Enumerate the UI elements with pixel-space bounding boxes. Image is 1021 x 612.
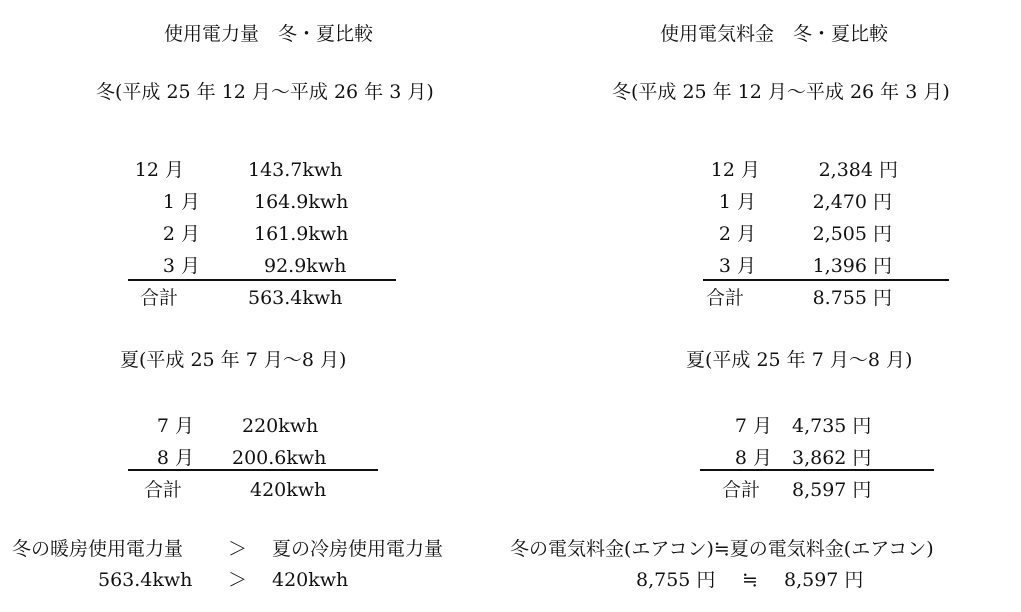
left-winter-month-1: 1 月 bbox=[162, 191, 200, 213]
left-winter-value-2: 161.9kwh bbox=[254, 223, 349, 245]
summary-left-line2-op: ＞ bbox=[228, 569, 248, 591]
summary-right-line2-a: 8,755 円 bbox=[636, 569, 716, 591]
right-summer-month-7: 7 月 bbox=[734, 415, 772, 437]
left-summer-sum-line bbox=[128, 469, 378, 471]
left-title: 使用電力量 冬・夏比較 bbox=[164, 23, 374, 45]
right-summer-total-label: 合計 bbox=[722, 479, 761, 501]
right-summer-value-7: 4,735 円 bbox=[792, 415, 872, 437]
right-winter-heading: 冬(平成 25 年 12 月～平成 26 年 3 月) bbox=[612, 81, 950, 103]
left-summer-month-7: 7 月 bbox=[156, 415, 194, 437]
left-summer-total-label: 合計 bbox=[144, 479, 183, 501]
left-winter-month-3: 3 月 bbox=[162, 255, 200, 277]
right-winter-total-value: 8.755 円 bbox=[812, 287, 892, 309]
right-winter-month-12: 12 月 bbox=[710, 159, 760, 181]
left-summer-total-value: 420kwh bbox=[250, 479, 327, 501]
right-winter-month-1: 1 月 bbox=[718, 191, 756, 213]
right-summer-sum-line bbox=[700, 469, 934, 471]
right-winter-value-12: 2,384 円 bbox=[818, 159, 898, 181]
summary-left-line2-b: 420kwh bbox=[272, 569, 349, 591]
left-winter-value-12: 143.7kwh bbox=[248, 159, 343, 181]
left-winter-value-3: 92.9kwh bbox=[264, 255, 347, 277]
summary-right-line2-b: 8,597 円 bbox=[784, 569, 864, 591]
left-winter-month-2: 2 月 bbox=[162, 223, 200, 245]
right-winter-value-3: 1,396 円 bbox=[812, 255, 892, 277]
left-winter-total-label: 合計 bbox=[140, 287, 179, 309]
right-winter-month-2: 2 月 bbox=[718, 223, 756, 245]
right-winter-month-3: 3 月 bbox=[718, 255, 756, 277]
right-summer-total-value: 8,597 円 bbox=[792, 479, 872, 501]
left-summer-value-7: 220kwh bbox=[242, 415, 319, 437]
right-summer-heading: 夏(平成 25 年 7 月～8 月) bbox=[686, 349, 913, 371]
summary-left-line1-a: 冬の暖房使用電力量 bbox=[12, 538, 184, 560]
summary-right-line2-op: ≒ bbox=[742, 569, 758, 591]
right-winter-value-1: 2,470 円 bbox=[812, 191, 892, 213]
left-summer-heading: 夏(平成 25 年 7 月～8 月) bbox=[120, 349, 347, 371]
summary-right-line1: 冬の電気料金(エアコン)≒夏の電気料金(エアコン) bbox=[510, 538, 934, 560]
left-summer-value-8: 200.6kwh bbox=[232, 447, 327, 469]
right-winter-total-label: 合計 bbox=[706, 287, 745, 309]
summary-left-line1-b: 夏の冷房使用電力量 bbox=[272, 538, 444, 560]
right-title: 使用電気料金 冬・夏比較 bbox=[660, 23, 889, 45]
right-winter-sum-line bbox=[703, 279, 949, 281]
summary-left-line1-op: ＞ bbox=[228, 538, 248, 560]
right-winter-value-2: 2,505 円 bbox=[812, 223, 892, 245]
left-winter-sum-line bbox=[128, 279, 396, 281]
right-summer-month-8: 8 月 bbox=[734, 447, 772, 469]
left-winter-value-1: 164.9kwh bbox=[254, 191, 349, 213]
right-summer-value-8: 3,862 円 bbox=[792, 447, 872, 469]
left-winter-heading: 冬(平成 25 年 12 月～平成 26 年 3 月) bbox=[96, 81, 434, 103]
left-summer-month-8: 8 月 bbox=[156, 447, 194, 469]
left-winter-month-12: 12 月 bbox=[134, 159, 184, 181]
summary-left-line2-a: 563.4kwh bbox=[98, 569, 193, 591]
left-winter-total-value: 563.4kwh bbox=[248, 287, 343, 309]
